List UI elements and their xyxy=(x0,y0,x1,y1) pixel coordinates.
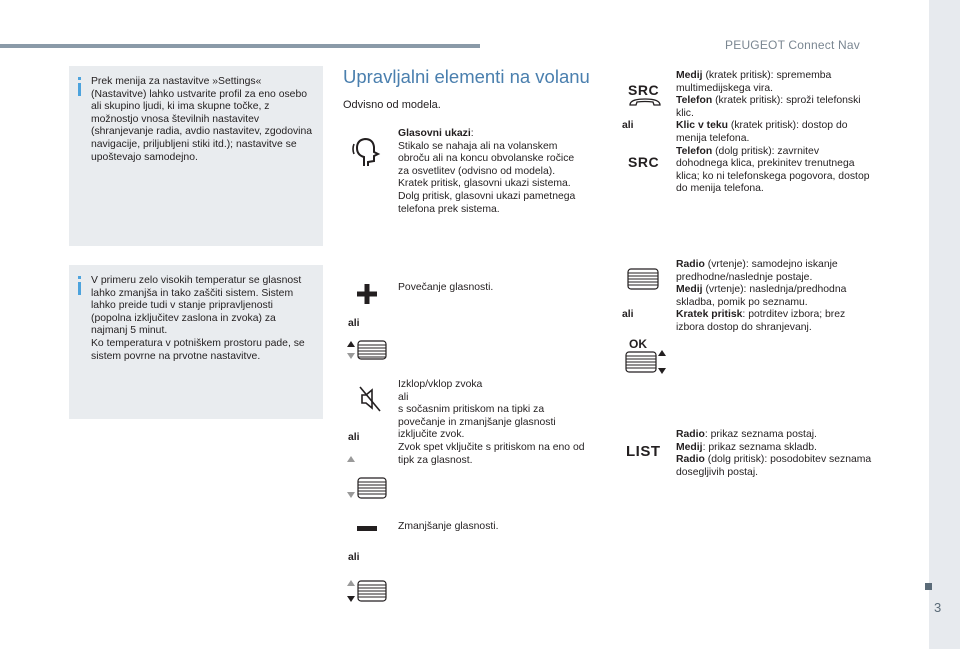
continue-marker xyxy=(925,583,932,590)
section-subtitle: Odvisno od modela. xyxy=(343,99,441,111)
mute-icon xyxy=(358,385,382,413)
page-sidebar xyxy=(929,0,960,649)
voice-command-description: Glasovni ukazi: Stikalo se nahaja ali na volanskem obroču ali na koncu obvolanske ročice za osvetlitev (odvisno od modela). Kratek pritisk, glasovni ukazi sistema. Dolg pritisk, glasovni ukazi pametnega telefona prek sistema. xyxy=(398,128,576,215)
volume-up-description: Povečanje glasnosti. xyxy=(398,282,494,293)
thumbwheel-icon xyxy=(626,266,660,292)
volume-down-description: Zmanjšanje glasnosti. xyxy=(398,521,499,532)
thumbwheel-up-icon xyxy=(346,339,388,361)
minus-icon xyxy=(356,525,378,533)
thumbwheel-icon xyxy=(346,454,388,500)
or-label: ali xyxy=(622,309,634,320)
ok-button-label: OK xyxy=(629,337,647,351)
thumbwheel-ok-icon xyxy=(624,349,668,375)
list-description: Radio: prikaz seznama postaj. Medij: prikaz seznama skladb. Radio (dolg pritisk): posodobitev seznama dosegljivih postaj. xyxy=(676,429,872,478)
phone-hangup-icon xyxy=(628,96,662,108)
or-label: ali xyxy=(622,120,634,131)
page-number: 3 xyxy=(934,600,942,615)
info-icon xyxy=(78,77,81,80)
header-rule xyxy=(0,44,480,48)
or-label: ali xyxy=(348,552,360,563)
section-title: Upravljalni elementi na volanu xyxy=(343,66,590,87)
wheel-description: Radio (vrtenje): samodejno iskanje predhodne/naslednje postaje. Medij (vrtenje): naslednja/predhodna skladba, pomik po seznamu. Kratek pritisk: potrditev izbora; brez izbora dostop do shranjevanj. xyxy=(676,259,847,333)
src-button-label: SRC xyxy=(628,82,660,98)
voice-command-icon xyxy=(352,135,384,169)
plus-icon xyxy=(356,283,378,305)
header-title: PEUGEOT Connect Nav xyxy=(725,38,860,52)
thumbwheel-down-icon xyxy=(346,578,388,604)
note-text: V primeru zelo visokih temperatur se glasnost lahko zmanjša in tako zaščiti sistem. Sistem lahko preide tudi v stanje pripravljenosti (popolna izključitev zaslona in zvoka) za najmanj 5 minut. Ko temperatura v potniškem prostoru pade, se sistem povrne na prvotne nastavitve. xyxy=(91,275,305,362)
note-box-settings xyxy=(69,66,323,246)
list-button-label: LIST xyxy=(626,443,661,460)
or-label: ali xyxy=(348,432,360,443)
or-label: ali xyxy=(348,318,360,329)
src-description: Medij (kratek pritisk): sprememba multimedijskega vira. Telefon (kratek pritisk): sproži telefonski klic. Klic v teku (kratek pritisk): dostop do menija telefona. Telefon (dolg pritisk): zavrnitev dohodnega klica, prekinitev trenutnega klica; ko ni telefonskega pogovora, dostop do menija telefona. xyxy=(676,70,870,195)
src-button-label-alt: SRC xyxy=(628,154,660,170)
note-box-temperature xyxy=(69,265,323,419)
mute-description: Izklop/vklop zvoka ali s sočasnim pritiskom na tipki za povečanje in zmanjšanje glasnosti izključite zvok. Zvok spet vključite s pritiskom na eno od tipk za glasnost. xyxy=(398,379,585,466)
info-icon xyxy=(78,276,81,279)
note-text: Prek menija za nastavitve »Settings« (Nastavitve) lahko ustvarite profil za eno osebo ali skupino ljudi, ki ima skupne točke, z možnostjo vnosa številnih nastavitev (shranjevanje radia, avdio nastavitev, zgodovina navigacije, priljubljeni stiki itd.); nastavitve se upoštevajo samodejno. xyxy=(91,76,313,163)
